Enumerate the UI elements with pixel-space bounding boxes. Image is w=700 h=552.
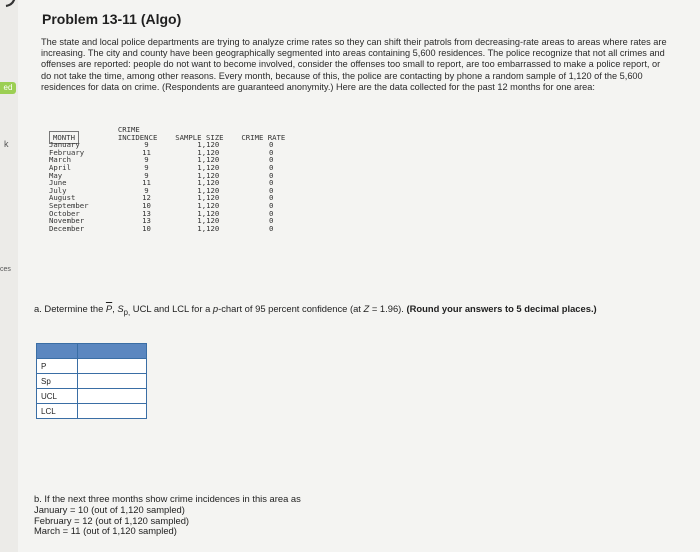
cell-incidence: 13 [142, 208, 151, 218]
cell-rate: 0 [268, 216, 274, 226]
table-row [45, 164, 301, 172]
cell-incidence: 10 [142, 223, 151, 233]
side-tab-k[interactable]: k [4, 139, 9, 149]
header-month: MONTH [49, 131, 79, 144]
cell-incidence: 9 [144, 140, 149, 150]
cell-rate: 0 [268, 193, 274, 203]
cell-month: January [49, 140, 80, 150]
cell-size: 1,120 [197, 185, 220, 195]
cell-incidence: 12 [142, 193, 151, 203]
sp-input[interactable] [78, 374, 147, 389]
side-tab-ed[interactable]: ed [0, 82, 16, 94]
cell-rate: 0 [268, 200, 274, 210]
cell-size: 1,120 [197, 140, 220, 150]
answer-header-cell [78, 344, 147, 359]
header-crime-rate: CRIME RATE [241, 132, 286, 142]
label-lcl: LCL [37, 404, 78, 419]
cell-rate: 0 [268, 178, 274, 188]
cell-size: 1,120 [197, 223, 220, 233]
table-row [45, 225, 301, 233]
cell-month: October [49, 208, 80, 218]
question-a: a. Determine the $\overline{P}$, $S_{p,}$ UCL and LCL for a p-chart of 95 percent confidence (at Z = 1.96). (Round your answers to 5 decimal places.) [34, 303, 597, 317]
cell-size: 1,120 [197, 193, 220, 203]
table-row [45, 156, 301, 164]
table-row [45, 149, 301, 157]
cell-incidence: 9 [144, 155, 149, 165]
cell-size: 1,120 [197, 208, 220, 218]
cell-incidence: 9 [144, 185, 149, 195]
cell-rate: 0 [268, 155, 274, 165]
cell-incidence: 10 [142, 200, 151, 210]
table-row [45, 187, 301, 195]
cell-incidence: 11 [142, 178, 151, 188]
question-b: b. If the next three months show crime incidences in this area as January = 10 (out of 1,120 sampled) February = 12 (out of 1,120 sampled) March = 11 (out of 1,120 sampled) [34, 493, 301, 537]
cell-rate: 0 [268, 223, 274, 233]
cell-rate: 0 [268, 208, 274, 218]
cell-rate: 0 [268, 140, 274, 150]
lcl-input[interactable] [78, 404, 147, 419]
cell-month: March [49, 155, 71, 165]
cell-month: May [49, 170, 63, 180]
table-row [45, 172, 301, 180]
cell-rate: 0 [268, 147, 274, 157]
cell-rate: 0 [268, 162, 274, 172]
label-ucl: UCL [37, 389, 78, 404]
cell-month: July [49, 185, 67, 195]
cell-incidence: 9 [144, 170, 149, 180]
cell-size: 1,120 [197, 162, 220, 172]
cell-size: 1,120 [197, 178, 220, 188]
header-sample-size: SAMPLE SIZE [175, 132, 224, 142]
cell-month: June [49, 178, 67, 188]
cell-month: September [49, 200, 89, 210]
cell-incidence: 11 [142, 147, 151, 157]
pbar-symbol: $\overline{P}$ [105, 303, 113, 314]
cell-size: 1,120 [197, 147, 220, 157]
cell-size: 1,120 [197, 216, 220, 226]
rounding-instruction: (Round your answers to 5 decimal places.) [406, 303, 597, 314]
header-incidence: CRIME INCIDENCE [117, 125, 158, 142]
cell-incidence: 13 [142, 216, 151, 226]
answer-table [36, 343, 147, 419]
table-row [45, 179, 301, 187]
table-row [45, 202, 301, 210]
cell-month: August [49, 193, 76, 203]
cell-rate: 0 [268, 170, 274, 180]
label-pbar: P [37, 359, 78, 374]
cell-size: 1,120 [197, 155, 220, 165]
answer-header-cell [37, 344, 78, 359]
label-sp: Sp [37, 374, 78, 389]
cell-rate: 0 [268, 185, 274, 195]
cell-size: 1,120 [197, 200, 220, 210]
cell-month: April [49, 162, 71, 172]
cell-month: December [49, 223, 85, 233]
ucl-input[interactable] [78, 389, 147, 404]
pbar-input[interactable] [78, 359, 147, 374]
cell-month: February [49, 147, 85, 157]
back-arrow-icon[interactable] [0, 0, 18, 12]
problem-title: Problem 13-11 (Algo) [42, 11, 182, 27]
problem-description: The state and local police departments are trying to analyze crime rates so they can shift their patrols from decreasing-rate areas to areas where rates are increasing. The city and county have been geographically segmented into areas containing 5,600 residences. The police recognize that not all crimes and offenses are reported: people do not want to become involved, consider the offenses too small to report, are too embarrassed to make a police report, or do not take the time, among other reasons. Every month, because of this, the police are contacting by phone a random sample of 1,120 of the 5,600 residences for data on crime. (Respondents are guaranteed anonymity.) Here are the data collected for the past 12 months for one area: [41, 37, 667, 92]
cell-incidence: 9 [144, 162, 149, 172]
side-tab-ces[interactable]: ces [0, 266, 11, 273]
cell-month: November [49, 216, 85, 226]
sp-symbol: S [117, 303, 124, 314]
cell-size: 1,120 [197, 170, 220, 180]
crime-data-table [45, 126, 301, 232]
